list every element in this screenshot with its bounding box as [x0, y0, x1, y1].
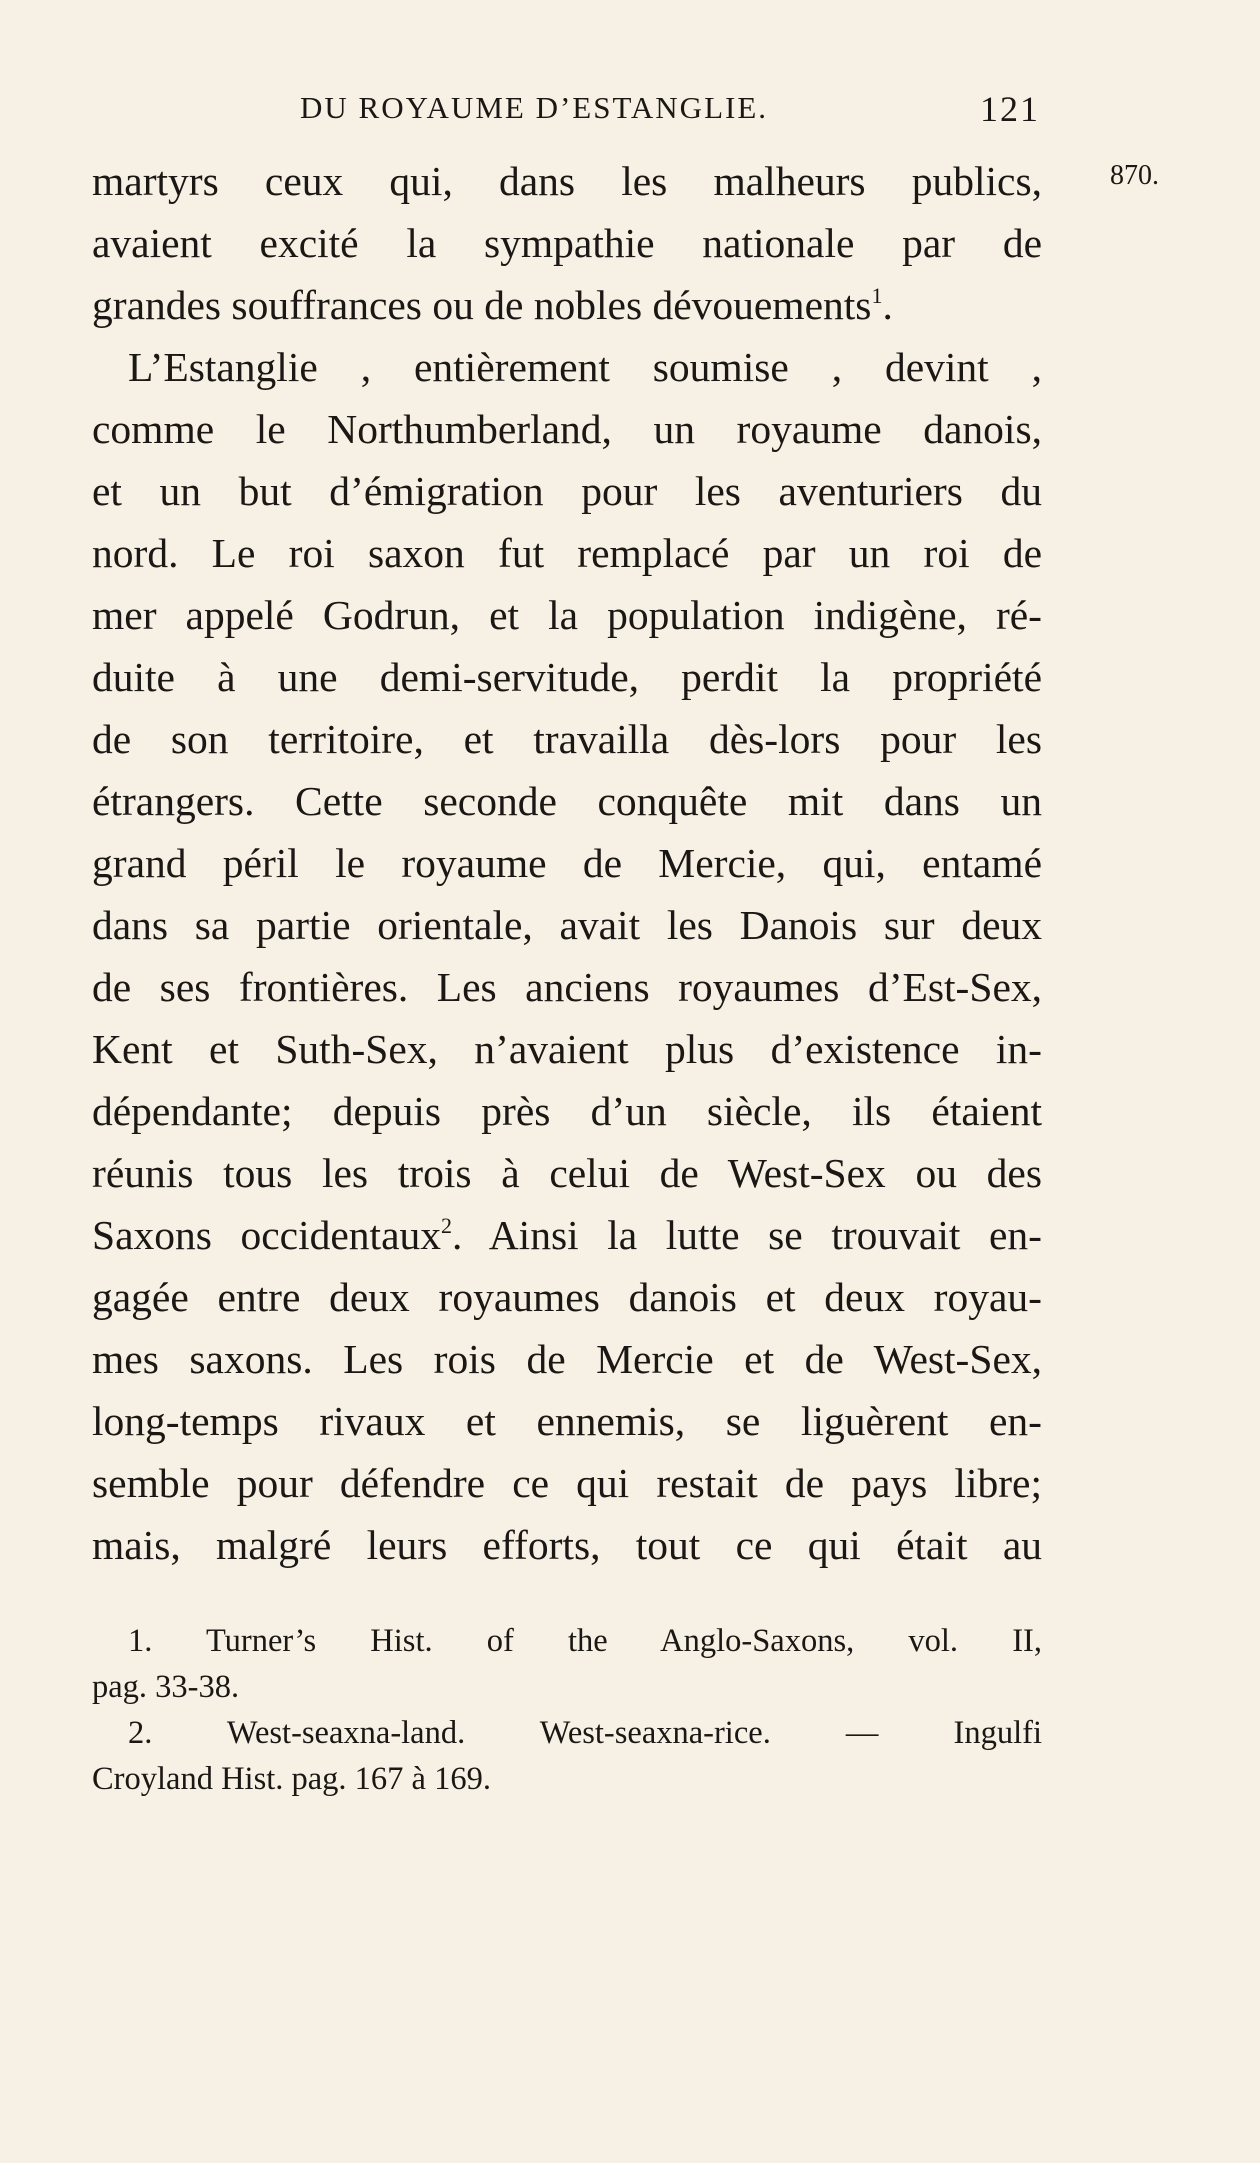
page-number: 121 [980, 89, 1040, 129]
text-line: L’Estanglie , entièrement soumise , devint , [128, 344, 1042, 390]
text-line: comme le Northumberland, un royaume danois, [92, 406, 1042, 452]
footnote-line: 1. Turner’s Hist. of the Anglo-Saxons, vol. II, [128, 1623, 1042, 1659]
text-line: mer appelé Godrun, et la population indigène, ré- [92, 592, 1042, 638]
text-line [92, 274, 1042, 336]
text-line: Kent et Suth-Sex, n’avaient plus d’existence in- [92, 1026, 1042, 1072]
text-line-end: . Ainsi la lutte se trouvait en- [452, 1212, 1042, 1258]
text-line: avaient excité la sympathie nationale par de [92, 220, 1042, 266]
text-line: mais, malgré leurs efforts, tout ce qui était au [92, 1522, 1042, 1568]
margin-year-note: 870. [1110, 160, 1159, 191]
text-line: nord. Le roi saxon fut remplacé par un roi de [92, 530, 1042, 576]
text-line: étrangers. Cette seconde conquête mit dans un [92, 778, 1042, 824]
text-line: semble pour défendre ce qui restait de pays libre; [92, 1460, 1042, 1506]
running-head: DU ROYAUME D’ESTANGLIE. [300, 90, 769, 125]
text-line-content: Saxons occidentaux [92, 1212, 441, 1258]
text-line: réunis tous les trois à celui de West-Sex ou des [92, 1150, 1042, 1196]
text-line: mes saxons. Les rois de Mercie et de West-Sex, [92, 1336, 1042, 1382]
text-line: de son territoire, et travailla dès-lors pour les [92, 716, 1042, 762]
text-line: long-temps rivaux et ennemis, se liguèrent en- [92, 1398, 1042, 1444]
footnote-mark: 1 [871, 283, 883, 308]
footnote-line: pag. 33-38. [92, 1669, 240, 1705]
text-line: grand péril le royaume de Mercie, qui, entamé [92, 840, 1042, 886]
text-line: martyrs ceux qui, dans les malheurs publics, [92, 158, 1042, 204]
footnote-line: Croyland Hist. pag. 167 à 169. [92, 1761, 491, 1797]
text-line: gagée entre deux royaumes danois et deux royau- [92, 1274, 1042, 1320]
text-line: dépendante; depuis près d’un siècle, ils étaient [92, 1088, 1042, 1134]
footnote-mark: 2 [441, 1213, 452, 1238]
text-line: de ses frontières. Les anciens royaumes d’Est-Sex, [92, 964, 1042, 1010]
text-line: dans sa partie orientale, avait les Danois sur deux [92, 902, 1042, 948]
body-text [92, 150, 1042, 1576]
text-line-end: . [882, 282, 893, 328]
footnote-line: 2. West-seaxna-land. West-seaxna-rice. — Ingulfi [128, 1715, 1042, 1751]
text-line: duite à une demi-servitude, perdit la propriété [92, 654, 1042, 700]
footnotes [92, 1618, 1042, 1802]
text-line: et un but d’émigration pour les aventuriers du [92, 468, 1042, 514]
text-line-content: grandes souffrances ou de nobles dévouements [92, 282, 872, 328]
text-line [92, 1204, 1042, 1266]
